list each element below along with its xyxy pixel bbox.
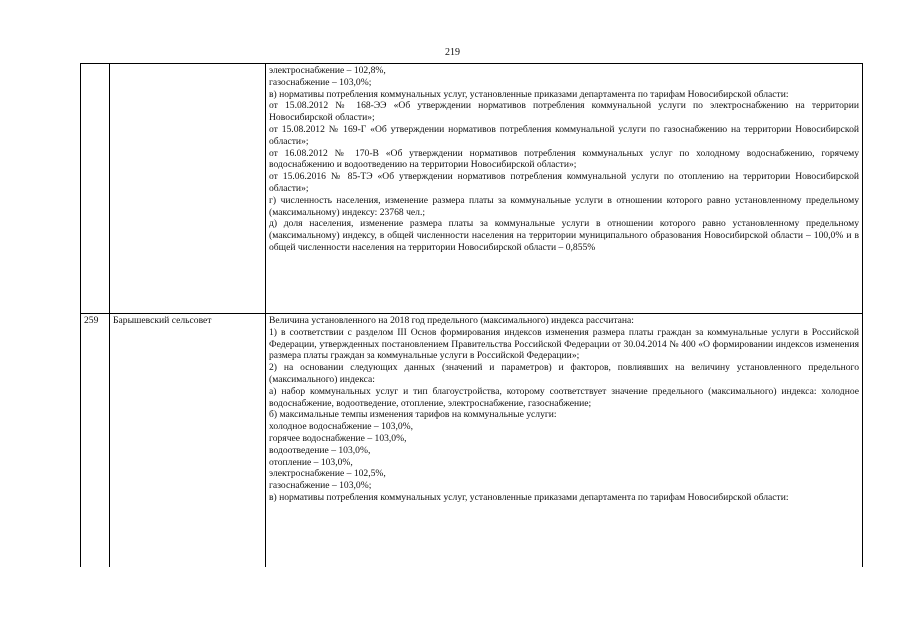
calculation-text-cell [266, 314, 863, 568]
text-line: б) максимальные темпы изменения тарифов на коммунальные услуги: [269, 409, 557, 421]
text-line: горячее водоснабжение – 103,0%, [269, 432, 407, 444]
text-line: отопление – 103,0%, [269, 456, 353, 468]
text-line: а) набор коммунальных услуг и тип благоустройства, которому соответствует значение предельного (максимального) индекса: холодное водоснабжение, водоотведение, отопление, электроснабжение, газоснабжение; [269, 385, 859, 409]
municipality-cell: Барышевский сельсовет [110, 314, 266, 568]
municipality-cell [110, 64, 266, 314]
text-line: холодное водоснабжение – 103,0%, [269, 421, 414, 433]
text-line: д) доля населения, изменение размера платы за коммунальные услуги в отношении которого равно установленному предельному (максимальному) индексу, в общей численности населения на территории муниципального образования Новосибирской области – 100,0% и в общей численности населения на территории Новосибирской области – 0,855% [269, 218, 859, 253]
text-line: в) нормативы потребления коммунальных услуг, установленные приказами департамента по тарифам Новосибирской области: [269, 88, 789, 100]
text-line: водоотведение – 103,0%, [269, 444, 371, 456]
table-row [81, 64, 863, 314]
page-number: 219 [445, 47, 460, 58]
text-line: 1) в соответствии с разделом III Основ формирования индексов изменения размера платы граждан за коммунальные услуги в Российской Федерации, утвержденных постановлением Правительства Российской Федерации от 30.04.2014 № 400 «О формировании индексов изменения размера платы граждан за коммунальные услуги в Российской Федерации»; [269, 326, 859, 362]
text-line: электроснабжение – 102,8%, [269, 65, 386, 76]
text-line: электроснабжение – 102,5%, [269, 468, 386, 480]
row-number-cell [81, 64, 110, 314]
text-line: от 15.08.2012 № 169-Г «Об утверждении нормативов потребления коммунальной услуги по газоснабжению на территории Новосибирской области»; [269, 123, 859, 147]
text-line: газоснабжение – 103,0%; [269, 76, 372, 88]
text-line: от 16.08.2012 № 170-В «Об утверждении нормативов потребления коммунальных услуг по холодному водоснабжению, горячему водоснабжению и водоотведению на территории Новосибирской области»; [269, 147, 859, 171]
text-line: г) численность населения, изменение размера платы за коммунальные услуги в отношении которого равно установленному предельному (максимальному) индексу: 23768 чел.; [269, 194, 859, 218]
text-line: от 15.08.2012 № 168-ЭЭ «Об утверждении нормативов потребления коммунальной услуги по электроснабжению на территории Новосибирской области»; [269, 100, 859, 124]
row-number-cell: 259 [81, 314, 110, 568]
text-line: газоснабжение – 103,0%; [269, 480, 372, 492]
text-line: от 15.06.2016 № 85-ТЭ «Об утверждении нормативов потребления коммунальной услуги по отоплению на территории Новосибирской области»; [269, 171, 859, 194]
tariff-index-table [80, 63, 863, 567]
text-line: Величина установленного на 2018 год предельного (максимального) индекса рассчитана: [269, 315, 634, 326]
calculation-text-cell [266, 64, 863, 314]
text-line: в) нормативы потребления коммунальных услуг, установленные приказами департамента по тарифам Новосибирской области: [269, 491, 789, 503]
text-line: 2) на основании следующих данных (значений и параметров) и факторов, повлиявших на величину установленного предельного (максимального) индекса: [269, 362, 859, 385]
table-row [81, 314, 863, 568]
